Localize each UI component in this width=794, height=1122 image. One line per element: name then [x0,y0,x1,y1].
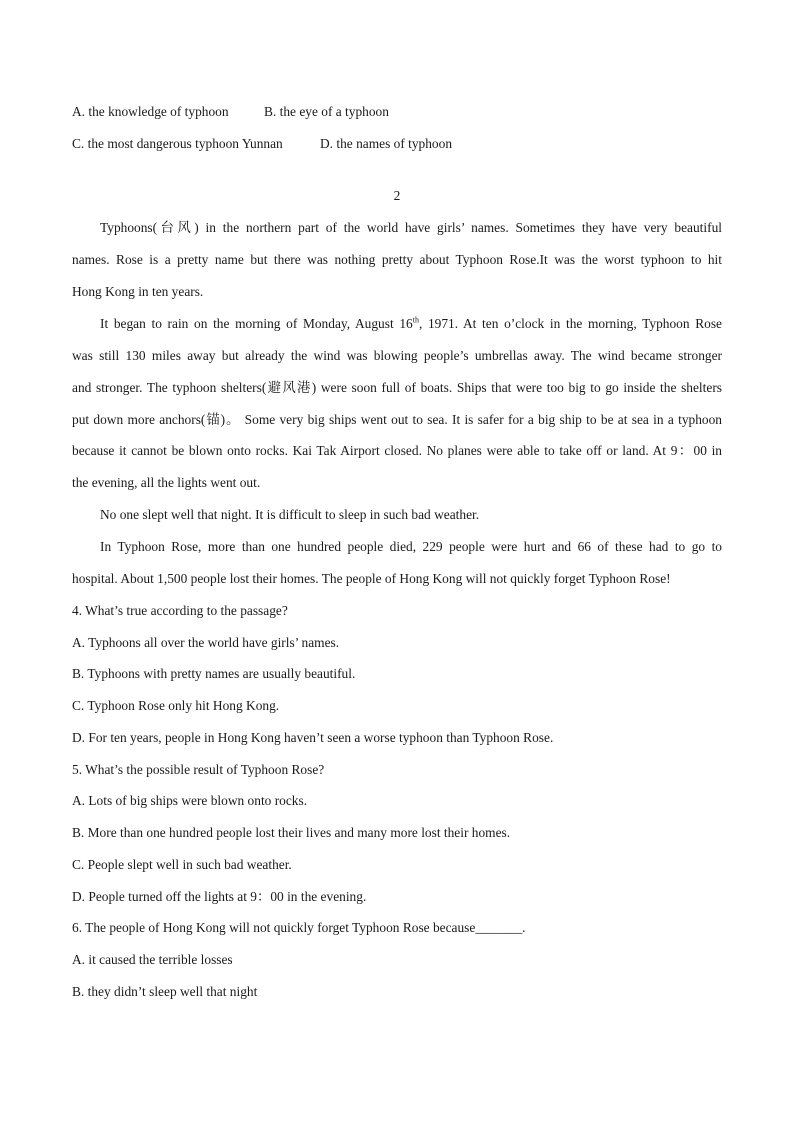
passage-line: was still 130 miles away but already the wind was blowing people’s umbrellas away. The wind became stronger [72,348,722,363]
passage-line: In Typhoon Rose, more than one hundred people died, 229 people were hurt and 66 of these had to go to [100,539,722,554]
passage-line [100,316,722,332]
prev-option-d: D. the names of typhoon [320,136,453,151]
question-option: B. they didn’t sleep well that night [72,984,258,999]
prev-options-row-2 [72,136,452,152]
question-option: B. Typhoons with pretty names are usually beautiful. [72,666,356,681]
prev-options-row-1 [72,104,389,120]
section-number: 2 [393,188,401,203]
prev-option-c: C. the most dangerous typhoon Yunnan [72,136,283,151]
passage-line: the evening, all the lights went out. [72,475,261,490]
passage-text: It began to rain on the morning of Monday, August 16 [100,316,413,331]
question-option: D. For ten years, people in Hong Kong haven’t seen a worse typhoon than Typhoon Rose. [72,730,554,745]
prev-option-a: A. the knowledge of typhoon [72,104,229,119]
passage-text: , 1971. At ten o’clock in the morning, Typhoon Rose [418,316,722,331]
question-option: A. Lots of big ships were blown onto rocks. [72,793,308,808]
passage-line: No one slept well that night. It is difficult to sleep in such bad weather. [100,507,480,522]
question-stem: 4. What’s true according to the passage? [72,603,288,618]
passage-line: hospital. About 1,500 people lost their homes. The people of Hong Kong will not quickly forget Typhoon Rose! [72,571,671,586]
question-option: A. Typhoons all over the world have girls’ names. [72,635,340,650]
passage-line: Hong Kong in ten years. [72,284,204,299]
question-stem: 5. What’s the possible result of Typhoon Rose? [72,762,325,777]
question-option: D. People turned off the lights at 9：00 in the evening. [72,889,367,904]
passage-line: put down more anchors(锚)。 Some very big ships went out to sea. It is safer for a big ship to be at sea in a typhoon [72,412,722,427]
passage-line: names. Rose is a pretty name but there was nothing pretty about Typhoon Rose.It was the worst typhoon to hit [72,252,722,267]
passage-line: Typhoons(台风) in the northern part of the world have girls’ names. Sometimes they have very beautiful [100,220,722,235]
question-option: C. Typhoon Rose only hit Hong Kong. [72,698,280,713]
ordinal-suffix: th [412,315,419,325]
passage-line: and stronger. The typhoon shelters(避风港) were soon full of boats. Ships that were too big to go inside the shelters [72,380,722,395]
prev-option-b: B. the eye of a typhoon [264,104,389,119]
question-option: B. More than one hundred people lost their lives and many more lost their homes. [72,825,511,840]
question-option: C. People slept well in such bad weather. [72,857,292,872]
passage-line: because it cannot be blown onto rocks. Kai Tak Airport closed. No planes were able to take off or land. At 9：00 in [72,443,722,458]
question-stem: 6. The people of Hong Kong will not quickly forget Typhoon Rose because_______. [72,920,526,935]
question-option: A. it caused the terrible losses [72,952,233,967]
